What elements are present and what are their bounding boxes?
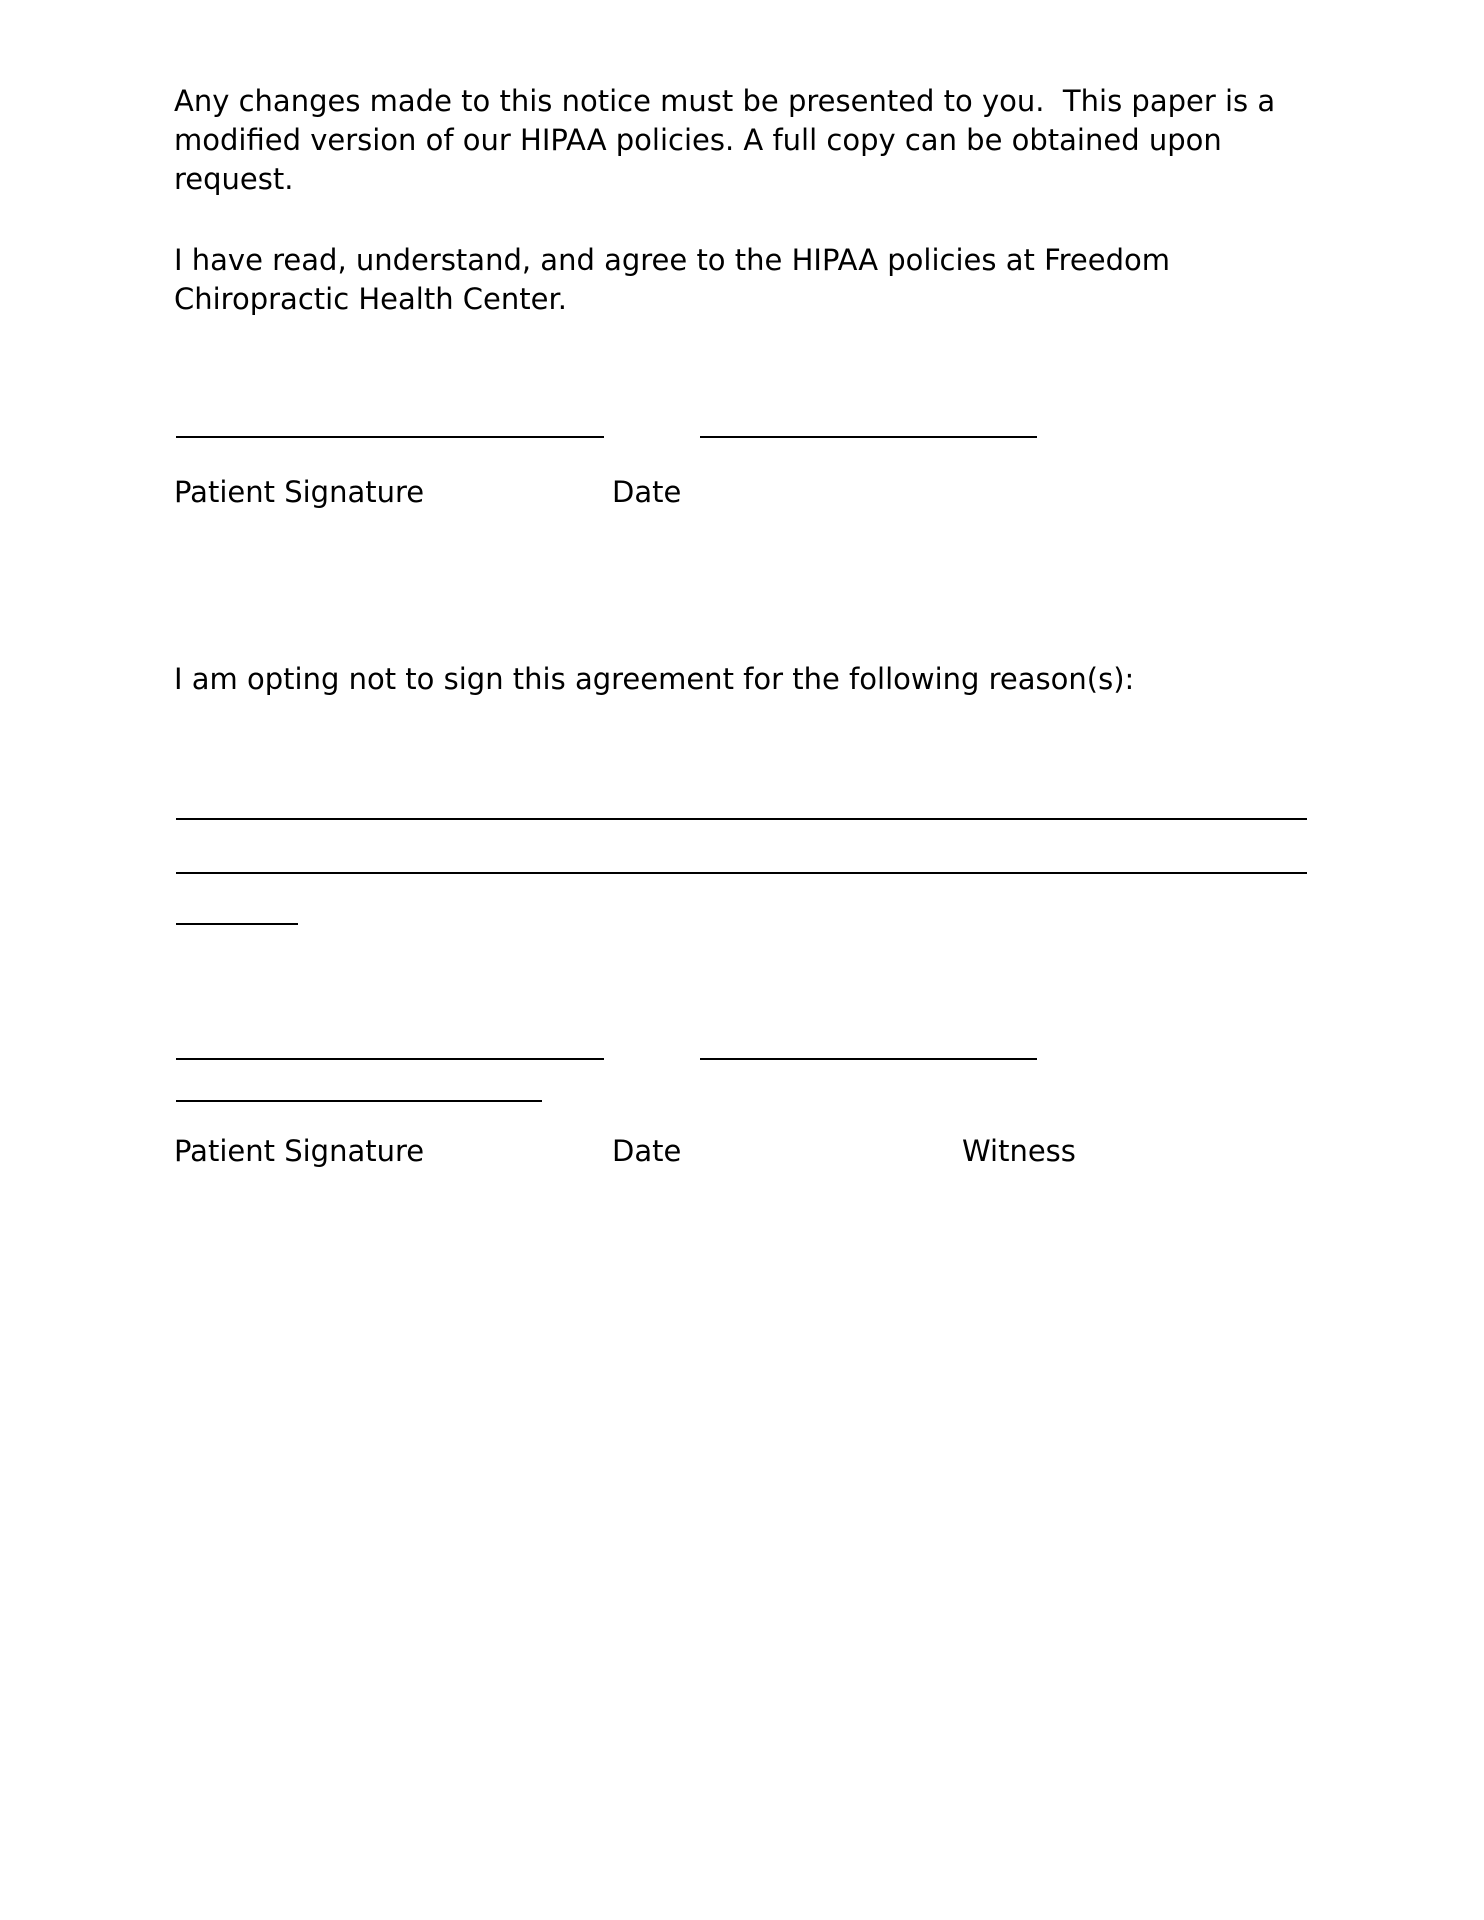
- patient-signature-line-2[interactable]: [176, 1058, 604, 1060]
- patient-signature-label-2: Patient Signature: [174, 1134, 425, 1168]
- patient-signature-line-1[interactable]: [176, 436, 604, 438]
- reason-line-3[interactable]: [176, 923, 298, 925]
- notice-paragraph: Any changes made to this notice must be presented to you. This paper is a modified version of our HIPAA policies. A full copy can be obtained upon request.: [174, 84, 1285, 196]
- date-label-1: Date: [612, 475, 682, 509]
- date-label-2: Date: [612, 1134, 682, 1168]
- witness-label: Witness: [962, 1134, 1076, 1168]
- date-line-2[interactable]: [700, 1058, 1037, 1060]
- agreement-paragraph: I have read, understand, and agree to the HIPAA policies at Freedom Chiropractic Health Center.: [174, 243, 1180, 316]
- patient-signature-label-1: Patient Signature: [174, 475, 425, 509]
- date-line-1[interactable]: [700, 436, 1037, 438]
- witness-line[interactable]: [176, 1100, 542, 1102]
- reason-line-2[interactable]: [176, 872, 1307, 874]
- opt-out-statement: I am opting not to sign this agreement for the following reason(s):: [174, 662, 1135, 696]
- reason-line-1[interactable]: [176, 818, 1307, 820]
